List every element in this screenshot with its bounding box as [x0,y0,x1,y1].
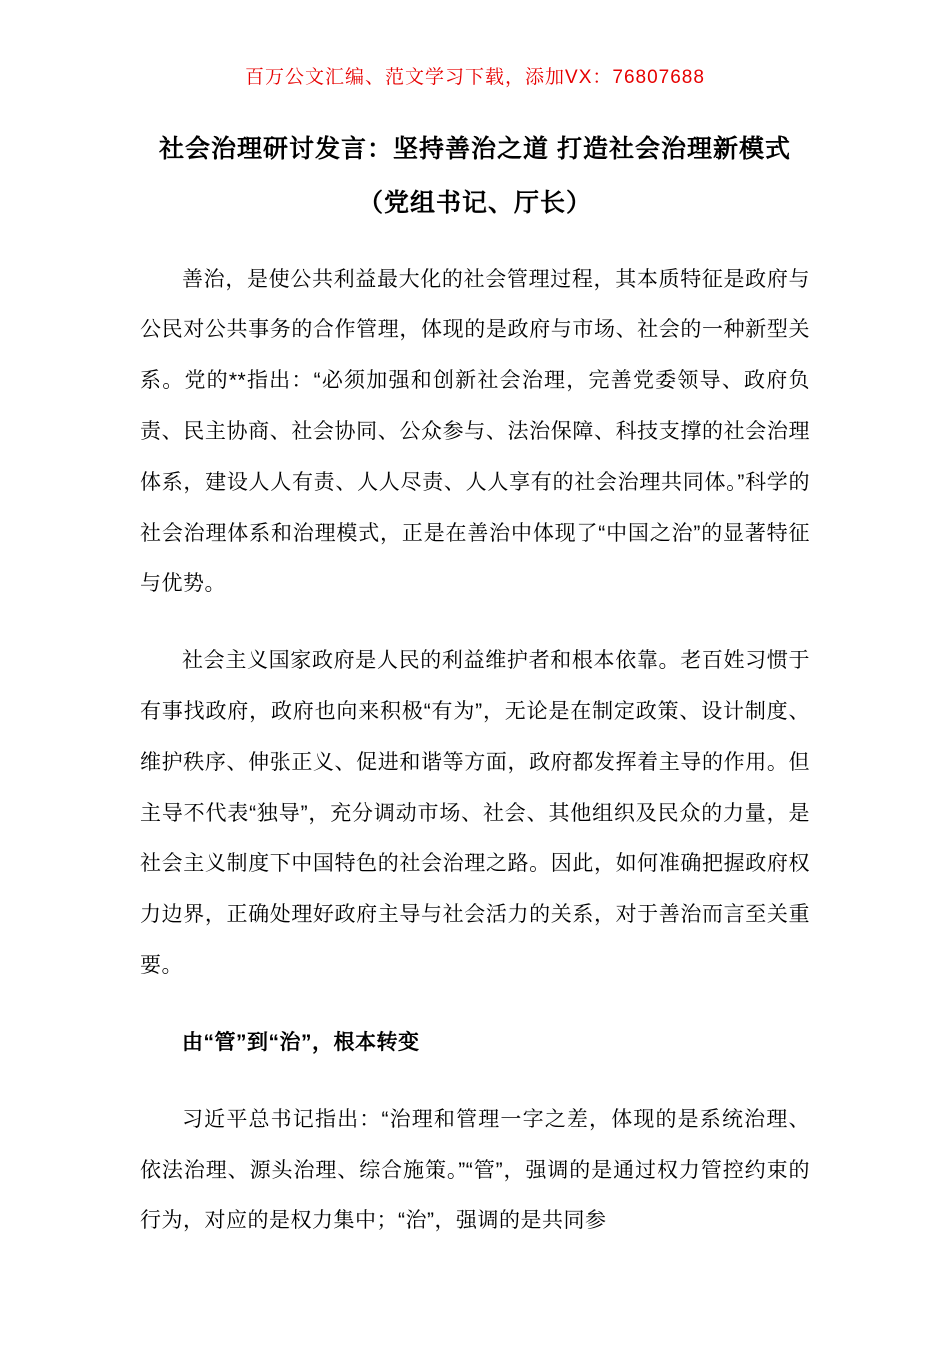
paragraph-3: 习近平总书记指出：“治理和管理一字之差，体现的是系统治理、依法治理、源头治理、综合施策。”“管”，强调的是通过权力管控约束的行为，对应的是权力集中；“治”，强调的是共同参 [140,1107,810,1233]
section-subheading: 由“管”到“治”，根本转变 [182,1030,420,1054]
title-line-2: （党组书记、厅长） [357,188,592,217]
paragraph-1: 善治，是使公共利益最大化的社会管理过程，其本质特征是政府与公民对公共事务的合作管理，体现的是政府与市场、社会的一种新型关系。党的**指出：“必须加强和创新社会治理，完善党委领导、政府负责、民主协商、社会协同、公众参与、法治保障、科技支撑的社会治理体系，建设人人有责、人人尽责、人人享有的社会治理共同体。”科学的社会治理体系和治理模式，正是在善治中体现了“中国之治”的显著特征与优势。 [140,267,810,596]
header-notice: 百万公文汇编、范文学习下载，添加VX：76807688 [245,67,705,88]
title-line-1: 社会治理研讨发言：坚持善治之道 打造社会治理新模式 [159,135,791,163]
paragraph-2: 社会主义国家政府是人民的利益维护者和根本依靠。老百姓习惯于有事找政府，政府也向来积极“有为”，无论是在制定政策、设计制度、维护秩序、伸张正义、促进和谐等方面，政府都发挥着主导的作用。但主导不代表“独导”，充分调动市场、社会、其他组织及民众的力量，是社会主义制度下中国特色的社会治理之路。因此，如何准确把握政府权力边界，正确处理好政府主导与社会活力的关系，对于善治而言至关重要。 [140,649,810,978]
document-title [140,123,810,231]
